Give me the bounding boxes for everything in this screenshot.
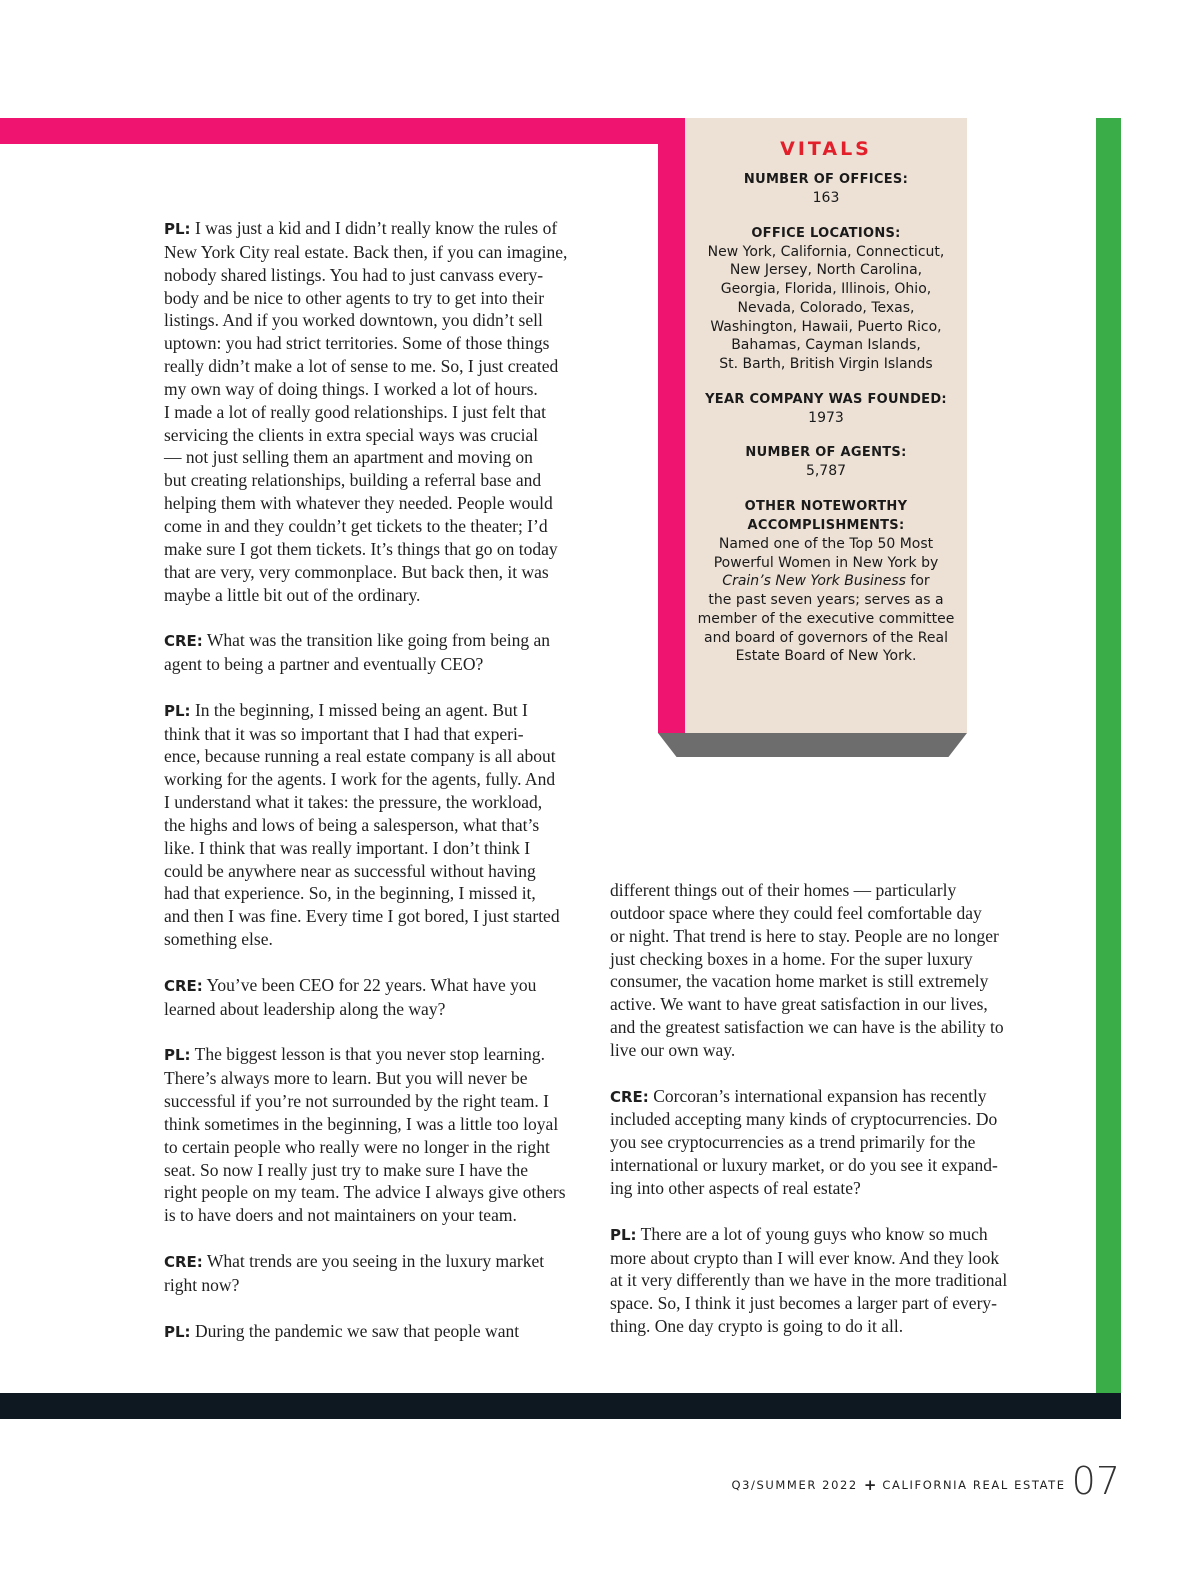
black-footer-bar (0, 1393, 1121, 1419)
vital-founded (685, 390, 967, 428)
article-paragraph (610, 1223, 1050, 1338)
speaker-label: PL: (164, 1322, 191, 1341)
article-paragraph (164, 1250, 604, 1297)
vital-label: NUMBER OF AGENTS: (745, 445, 907, 461)
vital-locations (685, 224, 967, 374)
paragraph-text: The biggest lesson is that you never stop learning. There’s always more to learn. But you will never be successful if you’re not surrounded by the right team. I think sometimes in the beginning, I was a little too loyal to certain people who really were no longer in the right seat. So now I really just try to make sure I have the right people on my team. The advice I always give others is to have doers and not maintainers on your team. (164, 1044, 566, 1226)
article-column-left (164, 217, 604, 1366)
page-number: 07 (1071, 1459, 1120, 1503)
pink-frame-side (658, 118, 685, 733)
article-paragraph (610, 1085, 1050, 1200)
speaker-label: CRE: (610, 1087, 649, 1106)
speaker-label: PL: (164, 220, 191, 238)
speaker-label: PL: (164, 1046, 191, 1065)
vital-value: 1973 (808, 409, 844, 426)
paragraph-text: You’ve been CEO for 22 years. What have you learned about leadership along the way? (164, 974, 537, 1019)
vital-value (685, 535, 967, 666)
article-column-right (610, 879, 1050, 1361)
vital-value: 163 (812, 190, 840, 206)
vitals-sidebar (685, 118, 967, 733)
article-paragraph (164, 1043, 604, 1227)
paragraph-text: What trends are you seeing in the luxury market right now? (164, 1250, 545, 1295)
vital-label: OTHER NOTEWORTHY ACCOMPLISHMENTS: (744, 499, 908, 534)
vitals-list (685, 170, 967, 666)
accomplishments-text: Named one of the Top 50 Most Powerful Women in New York by (713, 536, 939, 571)
article-paragraph (164, 974, 604, 1021)
paragraph-text: What was the transition like going from being an agent to being a partner and eventually CEO? (164, 630, 550, 675)
article-paragraph (164, 629, 604, 676)
article-paragraph (164, 1320, 604, 1344)
speaker-label: PL: (164, 701, 191, 720)
magazine-name: CALIFORNIA REAL ESTATE (882, 1478, 1066, 1492)
paragraph-text: I was just a kid and I didn’t really know the rules of New York City real estate. Back then, if you can imagine, nobody shared listings. You had to just canvass every- body and be nice to other agents to try to get into their listings. And if you worked downtown, you didn’t sell uptown: you had strict territories. Some of those things really didn’t make a lot of sense to me. So, I just created my own way of doing things. I worked a lot of hours. I made a lot of really good relationships. I just felt that servicing the clients in extra special ways was crucial — not just selling them an apartment and moving on but creating relationships, building a referral base and helping them with whatever they needed. People would come in and they couldn’t get tickets to the theater; I’d make sure I got them tickets. It’s things that go on today that are very, very commonplace. But back then, it was maybe a little bit out of the ordinary. (164, 218, 568, 605)
publication-name: Crain’s New York Business (722, 573, 906, 590)
sidebar-shadow (658, 733, 967, 757)
vital-value: New York, California, Connecticut, New Jersey, North Carolina, Georgia, Florida, Illinois, Ohio, Nevada, Colorado, Texas, Washington, Hawaii, Puerto Rico, Bahamas, Cayman Islands, St. Barth, British Virgin Islands (707, 243, 945, 372)
vital-value: 5,787 (805, 463, 847, 480)
vital-label: OFFICE LOCATIONS: (751, 225, 901, 241)
paragraph-text: In the beginning, I missed being an agent. But I think that it was so important that I had that experi- ence, because running a real estate company is all about working for the agents. I work for the agents, fully. And I understand what it takes: the pressure, the workload, the highs and lows of being a salesperson, what that’s like. I think that was really important. I don’t think I could be anywhere near as successful without having had that experience. So, in the beginning, I missed it, and then I was fine. Every time I got bored, I just started something else. (164, 699, 560, 950)
speaker-label: CRE: (164, 976, 203, 995)
pink-frame-top (0, 118, 685, 144)
speaker-label: CRE: (164, 632, 203, 651)
article-paragraph (610, 879, 1050, 1062)
vital-label: YEAR COMPANY WAS FOUNDED: (705, 391, 947, 407)
paragraph-text: Corcoran’s international expansion has recently included accepting many kinds of cryptocurrencies. Do you see cryptocurrencies as a trend primarily for the international or luxury market, or do you see it expand- ing into other aspects of real estate? (610, 1085, 998, 1198)
vital-agents (685, 443, 967, 481)
plus-separator: + (863, 1476, 877, 1494)
page-footer (731, 1459, 1120, 1503)
accomplishments-text: for the past seven years; serves as a member of the executive committee and board of governors of the Real Estate Board of New York. (697, 573, 955, 665)
vital-offices (685, 170, 967, 208)
paragraph-text: different things out of their homes — particularly outdoor space where they could feel comfortable day or night. That trend is here to stay. People are no longer just checking boxes in a home. For the super luxury consumer, the vacation home market is still extremely active. We want to have great satisfaction in our lives, and the greatest satisfaction we can have is the ability to live our own way. (610, 880, 1004, 1060)
vital-label: NUMBER OF OFFICES: (743, 172, 909, 187)
speaker-label: PL: (610, 1225, 637, 1244)
article-paragraph (164, 699, 604, 951)
paragraph-text: During the pandemic we saw that people want (194, 1320, 520, 1341)
issue-label: Q3/SUMMER 2022 (731, 1478, 858, 1492)
green-edge-bar (1096, 118, 1121, 1394)
vital-accomplishments (685, 497, 967, 666)
vitals-title: VITALS (780, 138, 872, 160)
speaker-label: CRE: (164, 1252, 203, 1271)
article-paragraph (164, 217, 604, 606)
paragraph-text: There are a lot of young guys who know so much more about crypto than I will ever know. And they look at it very differently than we have in the more traditional space. So, I think it just becomes a larger part of every- thing. One day crypto is going to do it all. (610, 1223, 1008, 1337)
